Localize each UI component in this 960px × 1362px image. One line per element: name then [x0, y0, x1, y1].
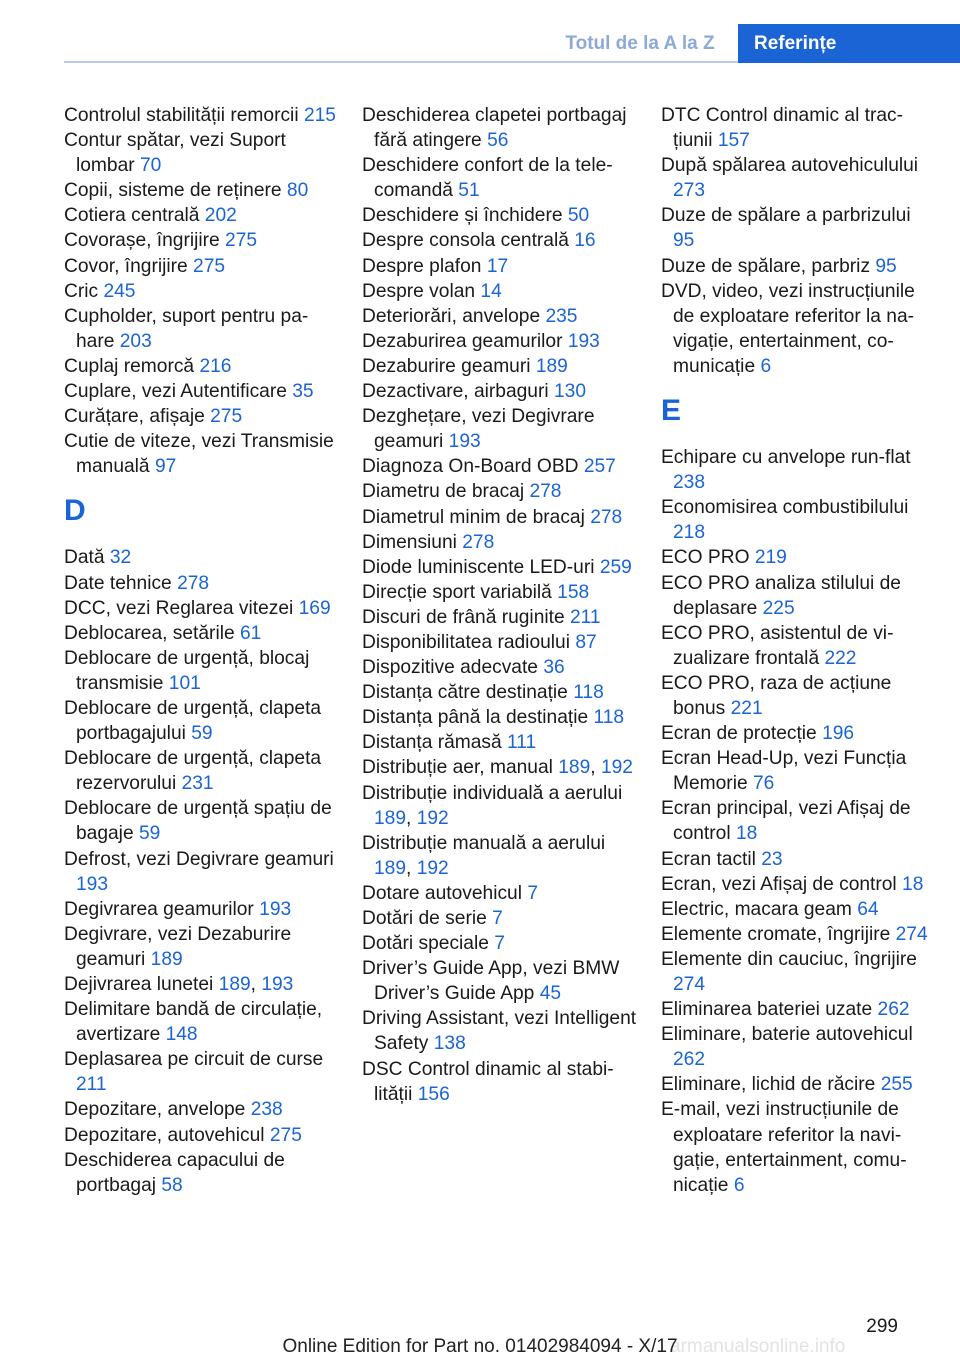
- page-link[interactable]: 221: [730, 697, 763, 719]
- index-term: DTC Control dinamic al tracțiunii: [661, 105, 904, 152]
- index-term: Deschidere și închidere: [362, 205, 563, 227]
- index-term: Depozitare, autovehicul: [64, 1124, 265, 1146]
- index-entry: [661, 671, 936, 721]
- page-link[interactable]: 192: [416, 807, 449, 829]
- index-term: Cuplare, vezi Autentificare: [64, 381, 287, 403]
- index-entry: [362, 279, 637, 304]
- index-entry: [64, 922, 339, 972]
- index-entry: [64, 571, 339, 596]
- page-link[interactable]: 235: [545, 305, 578, 327]
- page-link[interactable]: 148: [165, 1024, 198, 1046]
- page-link[interactable]: 211: [76, 1074, 107, 1096]
- page-link[interactable]: 14: [480, 280, 502, 302]
- index-entry: [661, 279, 936, 379]
- index-term: Deblocare de urgență, blocaj transmisie: [64, 647, 310, 694]
- index-term: Deschiderea clapetei portbagaj fără atingere: [362, 105, 627, 152]
- index-term: Ecran tactil: [661, 848, 756, 870]
- index-entry: [661, 721, 936, 746]
- page-link[interactable]: 278: [462, 531, 495, 553]
- index-entry: [64, 379, 339, 404]
- index-term: Cuplaj remorcă: [64, 355, 195, 377]
- index-term: Dotări speciale: [362, 933, 489, 955]
- index-term: Copii, sisteme de reținere: [64, 180, 282, 202]
- index-term: ECO PRO, asistentul de vizualizare frontală: [661, 622, 894, 669]
- index-term: Dezaburirea geamurilor: [362, 330, 563, 352]
- index-term: Dată: [64, 547, 105, 569]
- page-link[interactable]: 193: [261, 974, 294, 995]
- page-link[interactable]: 189: [558, 757, 591, 779]
- index-entry: [64, 997, 339, 1047]
- index-entry: [661, 571, 936, 621]
- index-entry: [64, 1097, 339, 1122]
- index-term: DVD, video, vezi instrucțiunile de exploatare referitor la navigație, entertainment, comunicație: [661, 280, 915, 377]
- index-term: Defrost, vezi Degivrare geamuri: [64, 848, 334, 870]
- index-term: Degivrare, vezi Dezaburire geamuri: [64, 923, 292, 970]
- index-entry: [362, 881, 637, 906]
- page-link[interactable]: 275: [225, 230, 258, 252]
- index-term: Ecran, vezi Afișaj de control: [661, 873, 897, 895]
- page-link[interactable]: 157: [717, 130, 750, 152]
- index-term: Diagnoza On-Board OBD: [362, 456, 579, 478]
- index-term: Echipare cu anvelope run-flat: [661, 447, 911, 469]
- index-term: Distanța către destinație: [362, 682, 568, 704]
- index-term: DSC Control dinamic al stabilității: [362, 1058, 614, 1105]
- index-term: Deblocare de urgență, clapeta portbagajului: [64, 697, 322, 745]
- index-entry: [661, 103, 936, 153]
- index-entry: [362, 479, 637, 504]
- index-entry: [362, 530, 637, 555]
- page-link[interactable]: 18: [902, 873, 924, 895]
- index-entry: [661, 847, 936, 872]
- page-link[interactable]: 275: [210, 406, 243, 428]
- index-entry: [362, 454, 637, 479]
- page-link[interactable]: 255: [880, 1074, 913, 1096]
- page-link[interactable]: 192: [600, 757, 633, 779]
- index-term: E-mail, vezi instrucțiunile de exploatare referitor la navigație, entertainment, comunicație: [661, 1099, 907, 1196]
- index-term: Distanța rămasă: [362, 732, 502, 754]
- page-link[interactable]: 118: [593, 707, 625, 729]
- index-entry: [362, 254, 637, 279]
- index-term: Deplasarea pe circuit de curse: [64, 1049, 324, 1071]
- index-term: Despre plafon: [362, 255, 482, 277]
- index-term: Dejivrarea lunetei: [64, 974, 214, 995]
- index-entry: [661, 947, 936, 997]
- index-column-2: [362, 103, 637, 1107]
- index-term: Dimensiuni: [362, 531, 457, 553]
- index-entry: [64, 897, 339, 922]
- index-term: Dezaburire geamuri: [362, 355, 531, 377]
- index-entry: [64, 203, 339, 228]
- index-term: Distribuție individuală a aerului: [362, 782, 623, 804]
- page-link[interactable]: 275: [269, 1124, 302, 1146]
- index-entry: [362, 580, 637, 605]
- index-entry: [362, 203, 637, 228]
- page-link[interactable]: 18: [735, 823, 758, 845]
- index-entry: [362, 329, 637, 354]
- page-link[interactable]: 193: [259, 898, 292, 920]
- page-link[interactable]: 7: [494, 933, 505, 955]
- index-entry: [661, 203, 936, 253]
- index-entry: [362, 680, 637, 705]
- index-entry: Distribuție aer, manual 189, 192: [362, 757, 633, 779]
- page-link[interactable]: 193: [76, 873, 109, 895]
- index-term: Driving Assistant, vezi Intelligent Safety: [362, 1008, 637, 1055]
- page-link[interactable]: 259: [599, 556, 632, 578]
- index-term: Eliminarea bateriei uzate: [661, 999, 873, 1021]
- index-term: Controlul stabilității remorcii: [64, 105, 299, 126]
- page-link[interactable]: 87: [575, 631, 597, 653]
- page-link[interactable]: 238: [250, 1099, 283, 1121]
- index-entry: [362, 103, 637, 153]
- index-entry: [362, 605, 637, 630]
- index-term: Dezactivare, airbaguri: [362, 381, 549, 403]
- index-term: Contur spătar, vezi Suport lombar: [64, 130, 286, 177]
- page-link[interactable]: 64: [857, 898, 879, 920]
- index-entry: [661, 897, 936, 922]
- page-link[interactable]: 196: [822, 723, 855, 745]
- index-entry: Dejivrarea lunetei 189, 193: [64, 974, 294, 995]
- index-entry: [362, 354, 637, 379]
- page-link[interactable]: 101: [168, 672, 201, 694]
- page-link[interactable]: 273: [673, 180, 706, 202]
- index-term: Diode luminiscente LED-uri: [362, 556, 595, 578]
- index-entry: [661, 746, 936, 796]
- index-term: Economisirea combustibilului: [661, 497, 909, 519]
- index-entry: [661, 872, 936, 897]
- index-term: Eliminare, baterie autovehicul: [661, 1024, 913, 1046]
- index-entry: [64, 1123, 339, 1148]
- index-entry: [661, 153, 936, 203]
- index-entry: [362, 630, 637, 655]
- index-term: Cupholder, suport pentru pahare: [64, 305, 309, 352]
- index-column-3: [661, 103, 936, 1198]
- page-link[interactable]: 169: [298, 597, 331, 619]
- page-link[interactable]: 278: [590, 506, 623, 528]
- page-header: [0, 0, 960, 64]
- index-term: Covorașe, îngrijire: [64, 230, 220, 252]
- index-term: Deblocare de urgență spațiu de bagaje: [64, 798, 332, 845]
- page-link[interactable]: 56: [487, 130, 509, 152]
- index-entry: [362, 730, 637, 755]
- index-entry: [362, 379, 637, 404]
- index-entry: [64, 696, 339, 746]
- page-link[interactable]: 192: [416, 857, 449, 879]
- index-entry: [64, 621, 339, 646]
- page-link[interactable]: 275: [193, 255, 226, 277]
- index-term: Eliminare, lichid de răcire: [661, 1074, 876, 1096]
- watermark: armanualsonline.info: [670, 1336, 846, 1357]
- index-term: Despre consola centrală: [362, 230, 569, 252]
- page-link[interactable]: 278: [529, 481, 562, 503]
- index-term: ECO PRO, raza de acțiune bonus: [661, 672, 892, 719]
- page-link[interactable]: 203: [119, 330, 152, 352]
- index-term: Diametrul minim de bracaj: [362, 506, 585, 528]
- index-term: ECO PRO analiza stilului de deplasare: [661, 572, 901, 619]
- index-term: Cotiera centrală: [64, 205, 200, 227]
- page-link[interactable]: 6: [733, 1174, 745, 1196]
- page-link[interactable]: 262: [877, 999, 910, 1021]
- index-term: Dispozitive adecvate: [362, 657, 538, 679]
- page-link[interactable]: 45: [539, 983, 562, 1005]
- page-link[interactable]: 215: [303, 105, 336, 126]
- index-entry: [362, 1057, 637, 1107]
- page-link[interactable]: 193: [567, 330, 600, 352]
- page-link[interactable]: 95: [875, 255, 897, 277]
- index-term: Ecran principal, vezi Afișaj de control: [661, 798, 911, 845]
- index-term: Distanța până la destinație: [362, 707, 589, 729]
- index-term: Direcție sport variabilă: [362, 581, 552, 603]
- index-entry: [64, 228, 339, 253]
- index-entry: [661, 621, 936, 671]
- page-link[interactable]: 189: [150, 948, 183, 970]
- index-entry: [362, 655, 637, 680]
- index-term: Cric: [64, 280, 99, 302]
- index-term: Date tehnice: [64, 572, 172, 594]
- index-column-1: [64, 103, 339, 1198]
- page-link[interactable]: 59: [191, 723, 213, 745]
- index-entry: Distribuție manuală a aerului 189, 192: [362, 832, 606, 879]
- index-term: Dotări de serie: [362, 908, 487, 929]
- page-link[interactable]: 23: [761, 848, 783, 870]
- index-entry: [64, 796, 339, 846]
- index-entry: [64, 847, 339, 897]
- page-link[interactable]: 7: [492, 908, 503, 929]
- index-entry: [661, 1072, 936, 1097]
- index-term: Cutie de viteze, vezi Transmisie manuală: [64, 431, 334, 478]
- index-entry: [64, 279, 339, 304]
- page-link[interactable]: 130: [553, 381, 586, 403]
- edition-footer: Online Edition for Part no. 01402984094 - X/17: [282, 1336, 678, 1357]
- index-entry: [64, 354, 339, 379]
- page-link[interactable]: 80: [286, 180, 309, 202]
- page-link[interactable]: 16: [574, 230, 596, 252]
- page-link[interactable]: 219: [754, 547, 787, 569]
- page-link[interactable]: 193: [448, 431, 481, 453]
- index-entry: [64, 746, 339, 796]
- index-term: Disponibilitatea radioului: [362, 631, 570, 653]
- index-entry: [64, 254, 339, 279]
- index-term: Curățare, afișaje: [64, 406, 205, 428]
- index-entry: [64, 178, 339, 203]
- index-entry: [64, 429, 339, 479]
- page-link[interactable]: 216: [199, 355, 232, 377]
- page-link[interactable]: 189: [374, 807, 407, 829]
- index-term: Distribuție aer, manual: [362, 757, 553, 779]
- index-term: După spălarea autovehiculului: [661, 155, 919, 177]
- index-entry: [661, 922, 936, 947]
- page-link[interactable]: 225: [762, 597, 795, 619]
- page-link[interactable]: 35: [292, 381, 314, 403]
- index-term: Diametru de bracaj: [362, 481, 525, 503]
- index-entry: [362, 153, 637, 203]
- index-entry: [64, 596, 339, 621]
- page-link[interactable]: 238: [673, 472, 706, 494]
- index-entry: [64, 646, 339, 696]
- index-term: Deschiderea capacului de portbagaj: [64, 1149, 285, 1196]
- index-term: Duze de spălare a parbrizului: [661, 205, 911, 227]
- page-link[interactable]: 278: [177, 572, 210, 594]
- index-letter-heading: E: [661, 394, 682, 428]
- index-entry: [661, 997, 936, 1022]
- page-link[interactable]: 50: [567, 205, 590, 227]
- page-link[interactable]: 59: [138, 823, 161, 845]
- index-term: ECO PRO: [661, 547, 750, 569]
- page-link[interactable]: 231: [181, 773, 214, 795]
- index-term: Despre volan: [362, 280, 476, 302]
- index-entry: [661, 1022, 936, 1072]
- index-entry: [362, 906, 637, 931]
- index-entry: [64, 103, 339, 128]
- index-entry: [661, 495, 936, 545]
- page-link[interactable]: 51: [458, 180, 480, 202]
- index-term: Duze de spălare, parbriz: [661, 255, 871, 277]
- index-term: Deblocare de urgență, clapeta rezervorului: [64, 748, 322, 795]
- page-link[interactable]: 257: [583, 456, 616, 478]
- index-entry: [661, 254, 936, 279]
- page-link[interactable]: 189: [535, 355, 568, 377]
- index-entry: [362, 931, 637, 956]
- index-letter-heading: D: [64, 494, 86, 528]
- page-link[interactable]: 189: [218, 974, 251, 995]
- page-number: 299: [866, 1316, 898, 1337]
- index-term: Driver’s Guide App, vezi BMW Driver’s Guide App: [362, 958, 620, 1005]
- index-term: DCC, vezi Reglarea vitezei: [64, 597, 294, 619]
- page-link[interactable]: 158: [557, 581, 590, 603]
- index-entry: [362, 705, 637, 730]
- index-term: Discuri de frână ruginite: [362, 606, 565, 628]
- page-link[interactable]: 245: [103, 280, 136, 302]
- index-entry: [661, 796, 936, 846]
- page-link[interactable]: 118: [573, 682, 604, 704]
- header-chapter-tab[interactable]: Referințe: [738, 24, 960, 63]
- index-term: Depozitare, anvelope: [64, 1099, 246, 1121]
- page-link[interactable]: 70: [140, 155, 162, 177]
- index-entry: [661, 445, 936, 495]
- index-entry: [362, 228, 637, 253]
- index-term: Deschidere confort de la telecomandă: [362, 155, 613, 202]
- index-entry: [64, 1047, 339, 1097]
- index-term: Electric, macara geam: [661, 898, 852, 920]
- index-entry: [64, 1148, 339, 1198]
- index-entry: [661, 545, 936, 570]
- index-term: Deteriorări, anvelope: [362, 305, 541, 327]
- page-link[interactable]: 211: [569, 606, 601, 628]
- page-link[interactable]: 32: [109, 547, 132, 569]
- index-entry: [362, 505, 637, 530]
- page-link[interactable]: 202: [204, 205, 237, 227]
- header-section-tab[interactable]: Totul de la A la Z: [565, 32, 715, 54]
- index-entry: [64, 545, 339, 570]
- index-entry: Distribuție individuală a aerului 189, 192: [362, 782, 623, 829]
- index-entry: [362, 404, 637, 454]
- index-entry: [362, 1006, 637, 1056]
- page-link[interactable]: 76: [752, 773, 775, 795]
- index-term: Dezghețare, vezi Degivrare geamuri: [362, 406, 595, 453]
- page-link[interactable]: 58: [161, 1174, 183, 1196]
- index-term: Distribuție manuală a aerului: [362, 832, 606, 854]
- page-link[interactable]: 36: [543, 657, 565, 679]
- index-term: Elemente cromate, îngrijire: [661, 923, 891, 945]
- index-term: Ecran de protecție: [661, 723, 817, 745]
- page-link[interactable]: 262: [673, 1049, 706, 1071]
- page-link[interactable]: 138: [433, 1033, 466, 1055]
- index-term: Ecran Head-Up, vezi Funcția Memorie: [661, 748, 907, 795]
- index-entry: [64, 304, 339, 354]
- index-term: Elemente din cauciuc, îngrijire: [661, 948, 917, 970]
- page-link[interactable]: 111: [507, 732, 537, 754]
- page-link[interactable]: 156: [417, 1083, 450, 1105]
- page-link[interactable]: 189: [374, 857, 407, 879]
- index-entry: [661, 1097, 936, 1197]
- page-link[interactable]: 7: [527, 882, 539, 904]
- page-link[interactable]: 274: [673, 974, 706, 995]
- page-link[interactable]: 6: [760, 355, 772, 377]
- page-link[interactable]: 97: [154, 456, 177, 478]
- index-entry: [362, 956, 637, 1006]
- index-entry: [362, 304, 637, 329]
- index-term: Delimitare bandă de circulație, avertizare: [64, 999, 323, 1046]
- page-link[interactable]: 95: [673, 230, 695, 252]
- page-link[interactable]: 17: [486, 255, 509, 277]
- index-term: Degivrarea geamurilor: [64, 898, 254, 920]
- index-entry: [64, 128, 339, 178]
- index-term: Dotare autovehicul: [362, 882, 522, 904]
- page-link[interactable]: 218: [673, 522, 706, 544]
- page-link[interactable]: 61: [240, 622, 262, 644]
- index-term: Covor, îngrijire: [64, 255, 188, 277]
- index-entry: [64, 404, 339, 429]
- index-term: Deblocarea, setările: [64, 622, 235, 644]
- page-link[interactable]: 222: [824, 647, 857, 669]
- index-entry: [362, 555, 637, 580]
- page-link[interactable]: 274: [895, 923, 928, 945]
